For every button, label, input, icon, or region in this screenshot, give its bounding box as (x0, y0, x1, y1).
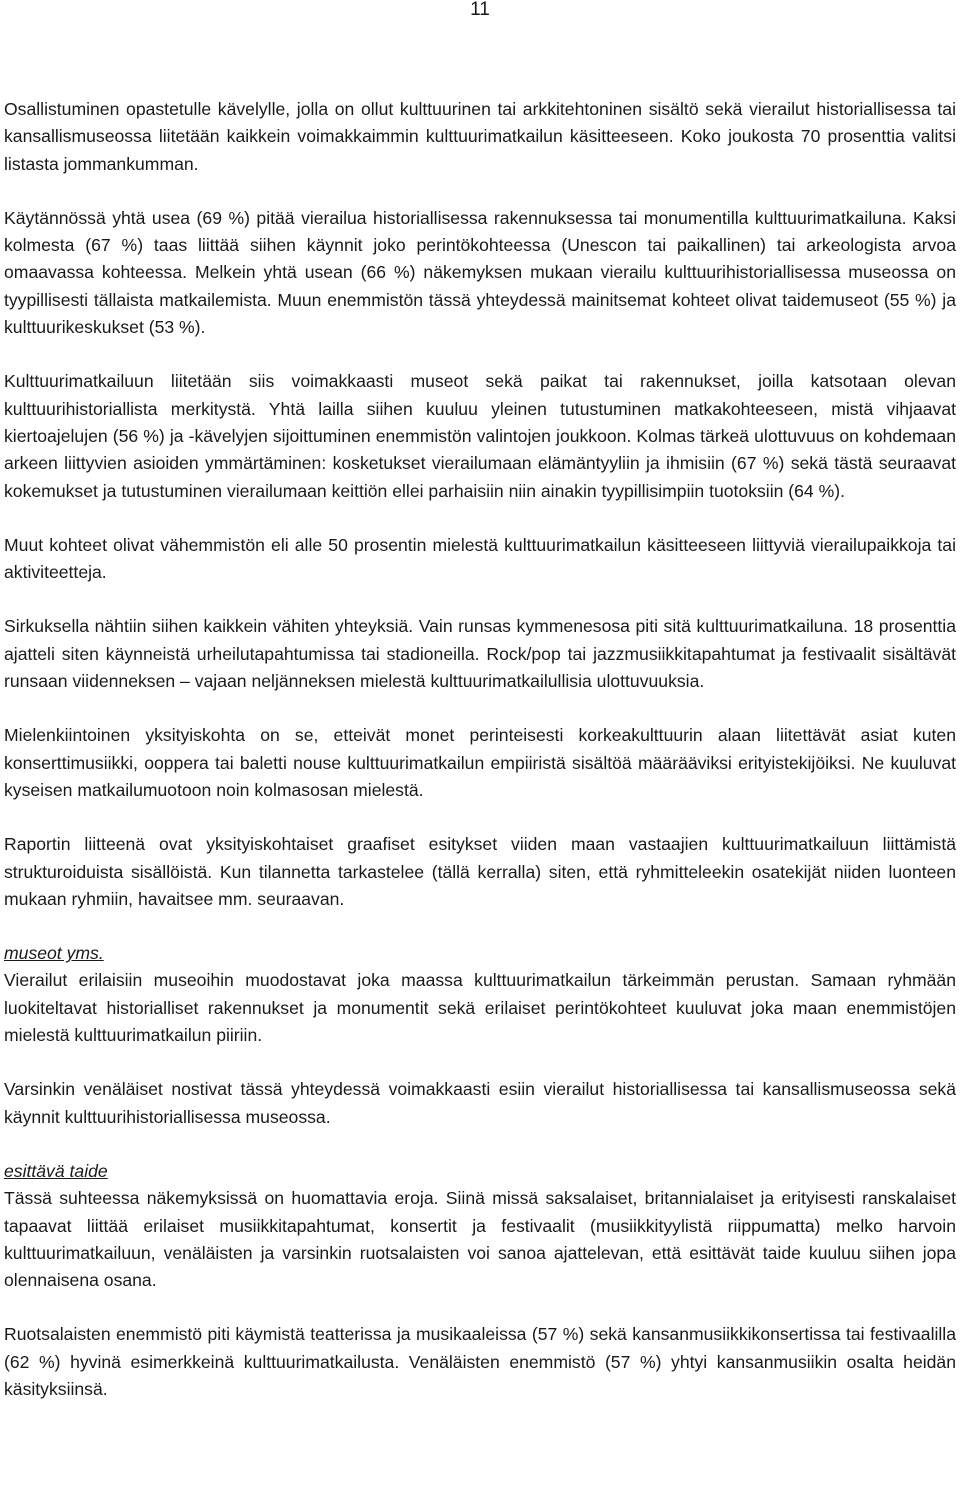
section-heading-museot: museot yms. (4, 943, 104, 964)
paragraph-high-culture: Mielenkiintoinen yksityiskohta on se, etteivät monet perinteisesti korkeakulttuurin alaan liitettävät asiat kuten konserttimusiikki, ooppera tai baletti nouse kulttuurimatkailun empiiristä sisältöä määrääviksi erityistekijöiksi. Ne kuuluvat kyseisen matkailumuotoon noin kolmasosan mielestä. (4, 725, 956, 800)
section-heading-esittava-taide: esittävä taide (4, 1160, 108, 1181)
document-body (4, 96, 956, 1403)
paragraph-esittava-2: Ruotsalaisten enemmistö piti käymistä teatterissa ja musikaaleissa (57 %) sekä kansanmusiikkikonsertissa tai festivaalilla (62 %) hyvinä esimerkkeinä kulttuurimatkailusta. Venäläisten enemmistö (57 %) yhtyi kansanmusiikin osalta heidän käsityksiinsä. (4, 1324, 956, 1399)
page-number: 11 (470, 0, 490, 20)
paragraph-minority-items: Muut kohteet olivat vähemmistön eli alle 50 prosentin mielestä kulttuurimatkailun käsitteeseen liittyviä vierailupaikkoja tai aktiviteetteja. (4, 534, 956, 583)
paragraph-definition-overview: Osallistuminen opastetulle kävelylle, jolla on ollut kulttuurinen tai arkkitehtoninen sisältö sekä vierailut historiallisessa tai kansallismuseossa liitetään kaikkein voimakkaimmin kulttuurimatkailun käsitteeseen. Koko joukosta 70 prosenttia valitsi listasta jommankumman. (4, 99, 956, 174)
paragraph-museot-1: Vierailut erilaisiin museoihin muodostavat joka maassa kulttuurimatkailun tärkeimmän perustan. Samaan ryhmään luokiteltavat historialliset rakennukset ja monumentit sekä erilaiset perintökohteet kuuluvat joka maan enemmistöjen mielestä kulttuurimatkailun piiriin. (4, 970, 956, 1046)
paragraph-esittava-1: Tässä suhteessa näkemyksissä on huomattavia eroja. Siinä missä saksalaiset, britannialaiset ja erityisesti ranskalaiset tapaavat liittää erilaiset musiikkitapahtumat, konsertit ja festivaalit (musiikkityylistä riippumatta) melko harvoin kulttuurimatkailuun, venäläisten ja varsinkin ruotsalaisten voi sanoa ajattelevan, että esittävät taide kuuluu siihen jopa olennaisena osana. (4, 1188, 956, 1291)
paragraph-museot-2: Varsinkin venäläiset nostivat tässä yhteydessä voimakkaasti esiin vierailut historiallisessa tai kansallismuseossa sekä käynnit kulttuurihistoriallisessa museossa. (4, 1079, 956, 1127)
paragraph-museums-dimensions: Kulttuurimatkailuun liitetään siis voimakkaasti museot sekä paikat tai rakennukset, joilla katsotaan olevan kulttuurihistoriallista merkitystä. Yhtä lailla siihen kuuluu yleinen tutustuminen matkakohteeseen, mistä vihjaavat kiertoajelujen (56 %) ja -kävelyjen sijoittuminen enemmistön valintojen joukkoon. Kolmas tärkeä ulottuvuus on kohdemaan arkeen liittyvien asioiden ymmärtäminen: kosketukset vierailumaan elämäntyyliin ja ihmisiin (67 %) sekä tästä seuraavat kokemukset ja tutustuminen vierailumaan keittiön ellei parhaisiin niin ainakin tyypillisimpiin tuotoksiin (64 %). (4, 371, 956, 501)
paragraph-circus-sports: Sirkuksella nähtiin siihen kaikkein vähiten yhteyksiä. Vain runsas kymmenesosa piti sitä kulttuurimatkailuna. 18 prosenttia ajatteli siten käynneistä urheilutapahtumissa tai stadioneilla. Rock/pop tai jazzmusiikkitapahtumat ja festivaalit sisältävät runsaan viidenneksen – vajaan neljänneksen mielestä kulttuurimatkailullisia ulottuvuuksia. (4, 616, 956, 692)
paragraph-report-appendix: Raportin liitteenä ovat yksityiskohtaiset graafiset esitykset viiden maan vastaajien kulttuurimatkailuun liittämistä strukturoiduista sisällöistä. Kun tilannetta tarkastelee (tällä kerralla) siten, että ryhmitteleekin osatekijät niiden luonteen mukaan ryhmiin, havaitsee mm. seuraavan. (4, 834, 956, 909)
paragraph-heritage-sites: Käytännössä yhtä usea (69 %) pitää vierailua historiallisessa rakennuksessa tai monumentilla kulttuurimatkailuna. Kaksi kolmesta (67 %) taas liittää siihen käynnit joko perintökohteessa (Unescon tai paikallinen) tai arkeologista arvoa omaavassa kohteessa. Melkein yhtä usean (66 %) näkemyksen mukaan vierailu kulttuurihistoriallisessa museossa on tyypillisesti tällaista matkailemista. Muun enemmistön tässä yhteydessä mainitsemat kohteet olivat taidemuseot (55 %) ja kulttuurikeskukset (53 %). (4, 207, 956, 338)
